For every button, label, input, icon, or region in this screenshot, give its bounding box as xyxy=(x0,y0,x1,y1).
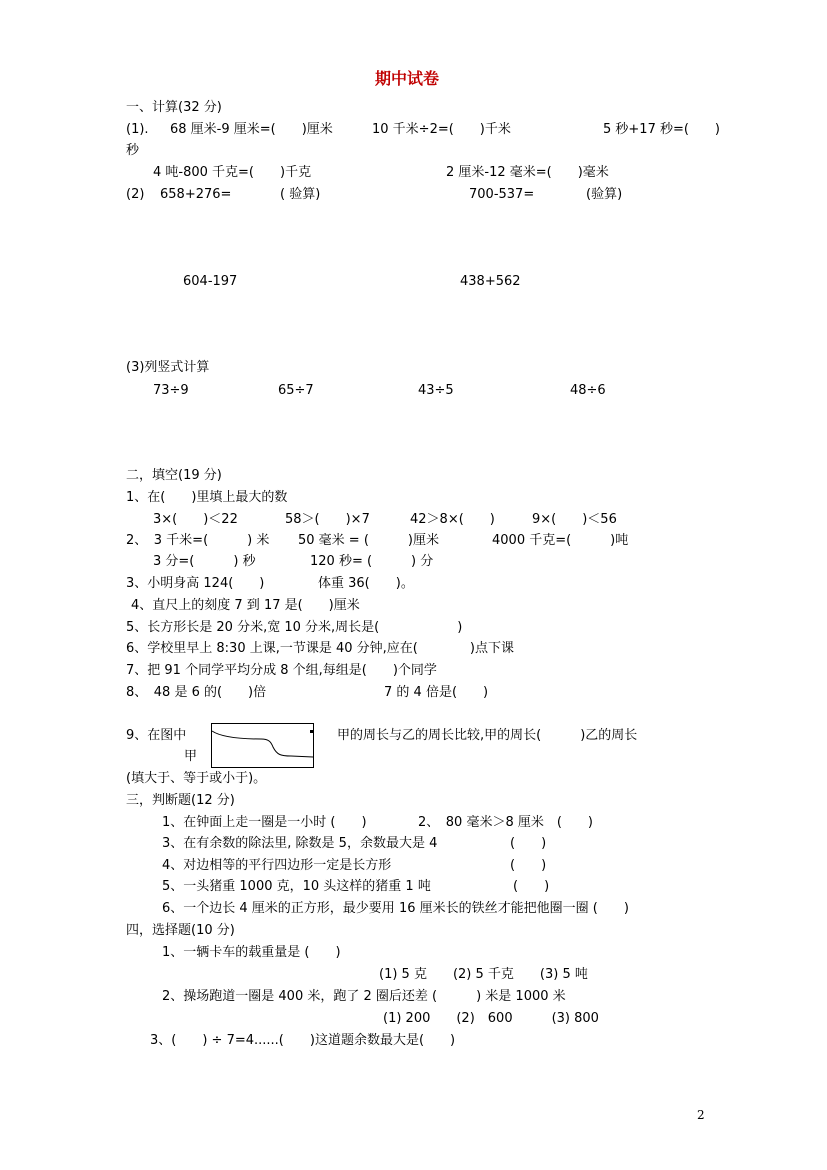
q4-3: 3、( ) ÷ 7=4......( )这道题余数最大是( ) xyxy=(150,1033,456,1048)
figure-mark xyxy=(310,730,313,733)
q2-1-b: 58＞( )×7 xyxy=(285,512,370,527)
q2-8-a: 8、 48 是 6 的( )倍 xyxy=(126,685,267,700)
q2-9-label: 9、在图中 xyxy=(126,728,187,743)
q1-4-a: 604-197 xyxy=(183,274,238,289)
q3-4-paren: ( ) xyxy=(510,858,547,873)
q3-6: 6、一个边长 4 厘米的正方形，最少要用 16 厘米长的铁丝才能把他圈一圈 ( ) xyxy=(162,901,629,916)
q1-1-b: 10 千米÷2=( )千米 xyxy=(372,122,511,137)
q2-3-a: 3、小明身高 124( ) xyxy=(126,576,265,591)
q2-1-d: 9×( )＜56 xyxy=(532,512,617,527)
q4-2: 2、操场跑道一圈是 400 米，跑了 2 圈后还差 ( ) 米是 1000 米 xyxy=(162,989,566,1004)
q1-1-wrap: 秒 xyxy=(126,143,140,158)
q4-1: 1、一辆卡车的载重量是 ( ) xyxy=(162,945,341,960)
q4-1-options: (1) 5 克 (2) 5 千克 (3) 5 吨 xyxy=(379,967,588,982)
q2-2b-b: 120 秒= ( ) 分 xyxy=(310,554,434,569)
q3-5: 5、一头猪重 1000 克，10 头这样的猪重 1 吨 xyxy=(162,879,431,894)
q2-2-b: 50 毫米 = ( )厘米 xyxy=(298,533,439,548)
section-2-heading: 二，填空(19 分) xyxy=(126,468,222,483)
q1-3-a-check: ( 验算) xyxy=(280,187,321,202)
q1-1-label: (1). xyxy=(126,122,149,137)
q2-3-b: 体重 36( )。 xyxy=(318,576,414,591)
exam-title: 期中试卷 xyxy=(375,69,440,88)
perimeter-figure xyxy=(211,723,315,769)
q2-9-text: 甲的周长与乙的周长比较,甲的周长( )乙的周长 xyxy=(337,728,638,743)
q2-5: 5、长方形长是 20 分米,宽 10 分米,周长是( ) xyxy=(126,620,463,635)
q2-4: 4、直尺上的刻度 7 到 17 是( )厘米 xyxy=(131,598,360,613)
page-number: 2 xyxy=(697,1108,705,1122)
q1-2-b: 2 厘米-12 毫米=( )毫米 xyxy=(446,165,609,180)
q2-2-a: 2、 3 千米=( ) 米 xyxy=(126,533,270,548)
q2-2-c: 4000 千克=( )吨 xyxy=(492,533,629,548)
section-3-heading: 三，判断题(12 分) xyxy=(126,793,235,808)
q3-2: 2、 80 毫米＞8 厘米 ( ) xyxy=(418,815,593,830)
q1-2-a: 4 吨-800 千克=( )千克 xyxy=(153,165,312,180)
figure-label-jia: 甲 xyxy=(184,749,198,764)
q1-3-b-check: (验算) xyxy=(586,187,623,202)
q3-3-paren: ( ) xyxy=(510,836,547,851)
q2-1-a: 3×( )＜22 xyxy=(153,512,238,527)
q2-6: 6、学校里早上 8:30 上课,一节课是 40 分钟,应在( )点下课 xyxy=(126,641,514,656)
section-4-heading: 四，选择题(10 分) xyxy=(126,923,235,938)
q1-6-d: 48÷6 xyxy=(570,383,606,398)
q3-3: 3、在有余数的除法里, 除数是 5，余数最大是 4 xyxy=(162,836,438,851)
q1-5-label: (3)列竖式计算 xyxy=(126,360,210,375)
q1-6-c: 43÷5 xyxy=(418,383,454,398)
section-1-heading: 一、计算(32 分) xyxy=(126,100,222,115)
q2-1: 1、在( )里填上最大的数 xyxy=(126,490,288,505)
q1-6-a: 73÷9 xyxy=(153,383,189,398)
q4-2-options: (1) 200 (2) 600 (3) 800 xyxy=(383,1011,599,1026)
q1-3-a: 658+276= xyxy=(160,187,232,202)
q2-2b-a: 3 分=( ) 秒 xyxy=(153,554,256,569)
q1-6-b: 65÷7 xyxy=(278,383,314,398)
figure-divider-curve xyxy=(212,731,313,757)
q2-7: 7、把 91 个同学平均分成 8 个组,每组是( )个同学 xyxy=(126,663,437,678)
q1-3-label: (2) xyxy=(126,187,145,202)
q3-4: 4、对边相等的平行四边形一定是长方形 xyxy=(162,858,392,873)
q1-1-c: 5 秒+17 秒=( ) xyxy=(603,122,721,137)
q2-1-c: 42＞8×( ) xyxy=(410,512,495,527)
q2-9-note: (填大于、等于或小于)。 xyxy=(126,771,267,786)
q1-3-b: 700-537= xyxy=(469,187,535,202)
q2-8-b: 7 的 4 倍是( ) xyxy=(384,685,489,700)
q1-1-a: 68 厘米-9 厘米=( )厘米 xyxy=(170,122,333,137)
q3-1: 1、在钟面上走一圈是一小时 ( ) xyxy=(162,815,367,830)
figure-outline xyxy=(212,724,314,768)
q3-5-paren: ( ) xyxy=(513,879,550,894)
q1-4-b: 438+562 xyxy=(460,274,521,289)
